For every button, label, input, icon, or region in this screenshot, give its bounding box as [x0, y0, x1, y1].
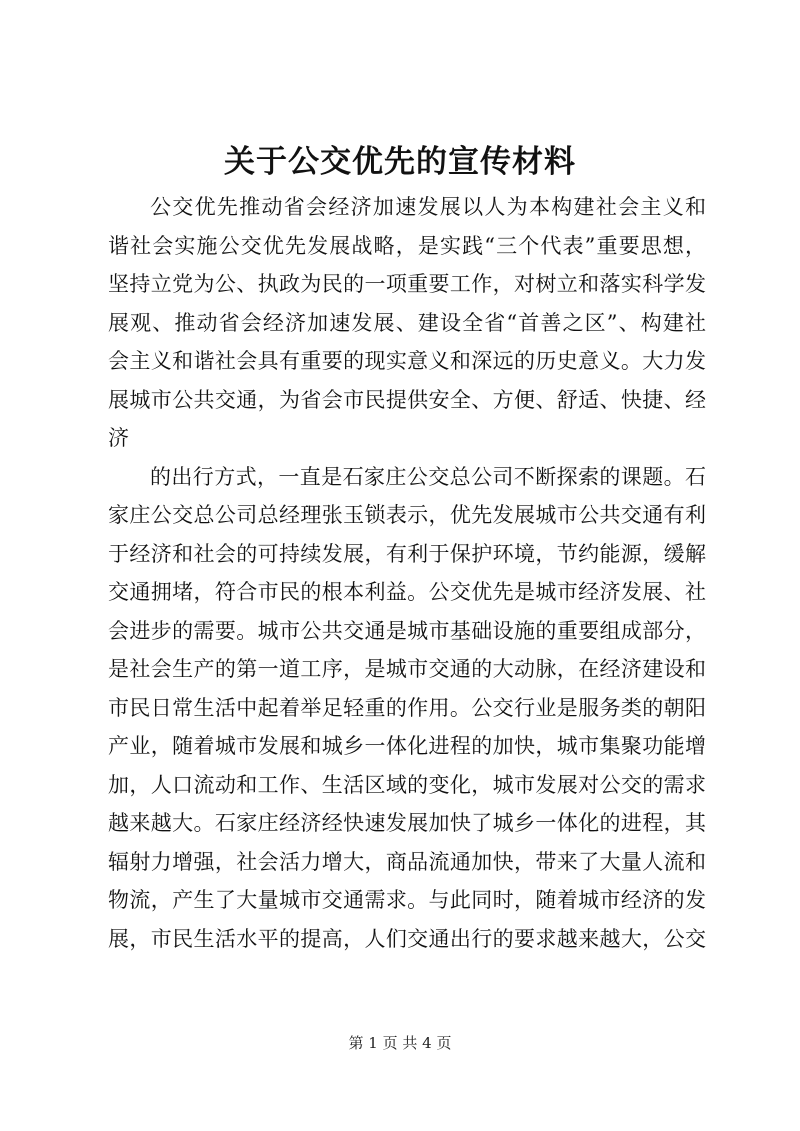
paragraph-1-line-2: 谐社会实施公交优先发展战略，是实践“三个代表”重要思想，	[108, 233, 706, 258]
paragraph-2-line-1: 的出行方式，一直是石家庄公交总公司不断探索的课题。石	[150, 464, 706, 489]
page-footer: 第 1 页 共 4 页	[348, 1034, 452, 1052]
paragraph-2-line-11: 辐射力增强，社会活力增大，商品流通加快，带来了大量人流和	[108, 849, 706, 874]
paragraph-1-line-4: 展观、推动省会经济加速发展、建设全省“首善之区”、构建社	[108, 310, 706, 335]
paragraph-2-line-6: 是社会生产的第一道工序，是城市交通的大动脉，在经济建设和	[108, 657, 706, 681]
document-body	[108, 188, 706, 958]
paragraph-1-line-5: 会主义和谐社会具有重要的现实意义和深远的历史意义。大力发	[108, 349, 706, 373]
paragraph-1-line-7: 济	[108, 426, 129, 450]
paragraph-2-line-9: 加，人口流动和工作、生活区域的变化，城市发展对公交的需求	[108, 772, 706, 797]
document-title: 关于公交优先的宣传材料	[224, 144, 576, 180]
paragraph-2-line-5: 会进步的需要。城市公共交通是城市基础设施的重要组成部分，	[108, 618, 706, 643]
paragraph-2-line-12: 物流，产生了大量城市交通需求。与此同时，随着城市经济的发	[108, 888, 706, 912]
paragraph-1-line-3: 坚持立党为公、执政为民的一项重要工作，对树立和落实科学发	[108, 272, 706, 296]
paragraph-1-line-1: 公交优先推动省会经济加速发展以人为本构建社会主义和	[150, 195, 706, 219]
paragraph-2-line-3: 于经济和社会的可持续发展，有利于保护环境，节约能源，缓解	[108, 541, 706, 566]
paragraph-2-line-7: 市民日常生活中起着举足轻重的作用。公交行业是服务类的朝阳	[108, 695, 706, 720]
paragraph-2-line-2: 家庄公交总公司总经理张玉锁表示，优先发展城市公共交通有利	[108, 503, 706, 527]
paragraph-2-line-4: 交通拥堵，符合市民的根本利益。公交优先是城市经济发展、社	[108, 580, 706, 604]
paragraph-2-line-8: 产业，随着城市发展和城乡一体化进程的加快，城市集聚功能增	[108, 734, 706, 758]
paragraph-2-line-10: 越来越大。石家庄经济经快速发展加快了城乡一体化的进程，其	[108, 811, 706, 835]
paragraph-1-line-6: 展城市公共交通，为省会市民提供安全、方便、舒适、快捷、经	[108, 387, 706, 412]
paragraph-2-line-13: 展，市民生活水平的提高，人们交通出行的要求越来越大，公交	[108, 926, 706, 951]
